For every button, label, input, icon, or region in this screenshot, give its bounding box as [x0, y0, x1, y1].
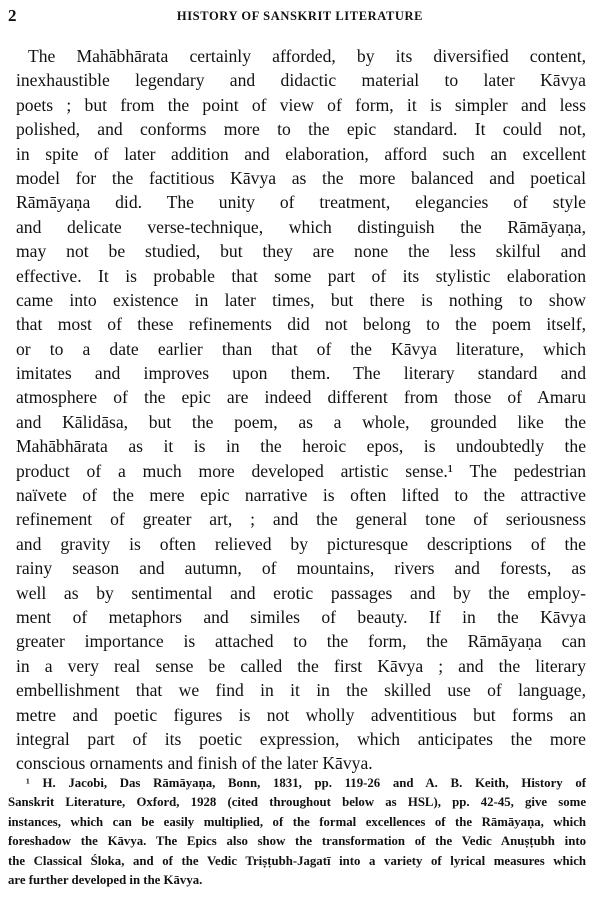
body-line: embellishment that we find in it in the skilled use of language,: [16, 680, 586, 701]
body-line: Mahābhārata as it is in the heroic epos, is undoubtedly the: [16, 436, 586, 457]
footnote-line: are further developed in the Kāvya.: [8, 872, 203, 887]
body-line: polished, and conforms more to the epic standard. It could not,: [16, 119, 586, 140]
body-line: in spite of later addition and elaboration, afford such an excellent: [16, 143, 586, 164]
body-line: model for the factitious Kāvya as the more balanced and poetical: [16, 167, 586, 188]
page-header: [8, 6, 592, 28]
footnote: [8, 774, 586, 890]
body-line: rainy season and autumn, of mountains, rivers and forests, as: [16, 558, 586, 579]
body-line: ment of metaphors and similes of beauty. If in the Kāvya: [16, 606, 586, 627]
body-line: in a very real sense be called the first Kāvya ; and the literary: [16, 655, 586, 676]
body-line: conscious ornaments and finish of the later Kāvya.: [16, 753, 373, 774]
body-line: well as by sentimental and erotic passages and by the employ-: [16, 582, 586, 603]
footnote-line: ¹ H. Jacobi, Das Rāmāyaṇa, Bonn, 1831, pp. 119-26 and A. B. Keith, History of: [26, 776, 586, 790]
body-line: and gravity is often relieved by picturesque descriptions of the: [16, 533, 586, 554]
footnote-line: foreshadow the Kāvya. The Epics also show the transformation of the Vedic Anuṣṭubh into: [8, 834, 586, 849]
body-line: The Mahābhārata certainly afforded, by its diversified content,: [28, 46, 586, 66]
body-line: product of a much more developed artistic sense.¹ The pedestrian: [16, 460, 586, 481]
body-line: integral part of its poetic expression, which anticipates the more: [16, 728, 586, 749]
body-paragraph: [16, 44, 586, 774]
footnote-line: the Classical Śloka, and of the Vedic Triṣṭubh-Jagatī into a variety of lyrical measures which: [8, 853, 586, 868]
footnote-line: Sanskrit Literature, Oxford, 1928 (cited throughout below as HSL), pp. 42-45, give some: [8, 795, 586, 810]
body-line: atmosphere of the epic are indeed different from those of Amaru: [16, 387, 586, 408]
body-line: and delicate verse-technique, which distinguish the Rāmāyaṇa,: [16, 216, 586, 237]
body-line: refinement of greater art, ; and the general tone of seriousness: [16, 509, 586, 530]
body-line: greater importance is attached to the form, the Rāmāyaṇa can: [16, 631, 586, 652]
body-line: naïvete of the mere epic narrative is often lifted to the attractive: [16, 485, 586, 506]
body-line: poets ; but from the point of view of form, it is simpler and less: [16, 94, 586, 115]
running-title: HISTORY OF SANSKRIT LITERATURE: [176, 9, 424, 23]
body-line: inexhaustible legendary and didactic material to later Kāvya: [16, 70, 586, 91]
body-line: may not be studied, but they are none the less skilful and: [16, 241, 586, 262]
body-line: effective. It is probable that some part of its stylistic elaboration: [16, 265, 586, 286]
body-line: or to a date earlier than that of the Kāvya literature, which: [16, 338, 586, 359]
body-line: that most of these refinements did not belong to the poem itself,: [16, 314, 586, 335]
page-number: 2: [8, 6, 17, 25]
body-line: and Kālidāsa, but the poem, as a whole, grounded like the: [16, 411, 586, 432]
footnote-line: instances, which can be easily multiplied, of the formal excellences of the Rāmāyaṇa, which: [8, 814, 586, 829]
body-line: came into existence in later times, but there is nothing to show: [16, 289, 586, 310]
body-line: imitates and improves upon them. The literary standard and: [16, 363, 586, 384]
body-line: metre and poetic figures is not wholly adventitious but forms an: [16, 704, 586, 725]
body-line: Rāmāyaṇa did. The unity of treatment, elegancies of style: [16, 192, 586, 213]
